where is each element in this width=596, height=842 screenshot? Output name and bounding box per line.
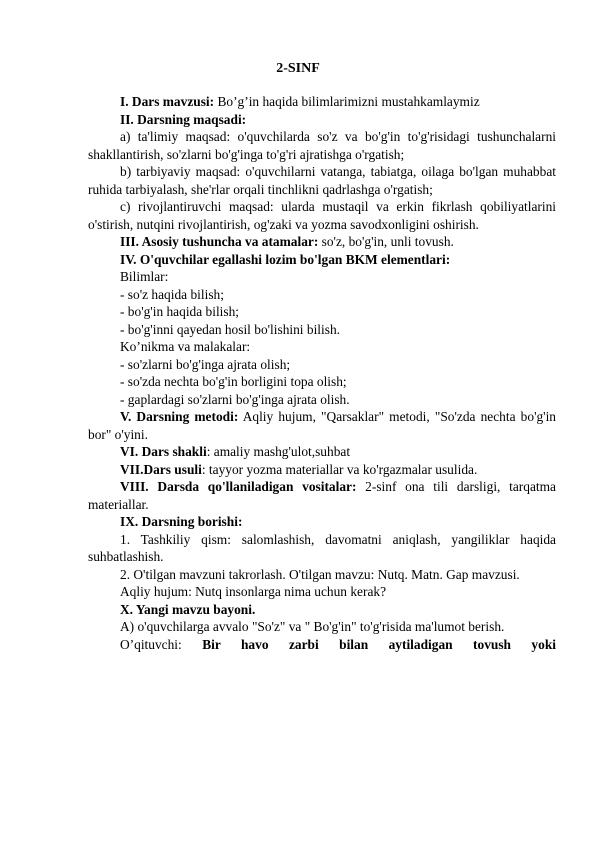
list-heading-skills: Ko’nikma va malakalar: — [120, 339, 251, 354]
paragraph-new-topic-heading — [88, 601, 556, 619]
list-item: - bo'g'in haqida bilish; — [120, 304, 240, 319]
tools-text: 2-sinf ona tili darsligi, tarqatma materiallar. — [88, 479, 556, 512]
form-text: : amaliy mashg'ulot,suhbat — [206, 444, 351, 459]
paragraph-form — [88, 443, 556, 461]
list-item: - so'z haqida bilish; — [120, 286, 224, 302]
paragraph-bkm-heading — [88, 251, 556, 269]
paragraph-brainstorm: Aqliy hujum: Nutq insonlarga nima uchun kerak? — [120, 584, 387, 599]
approach-text: : tayyor yozma materiallar va ko'rgazmalar usulida. — [201, 461, 478, 477]
paragraph-goal-a: a) ta'limiy maqsad: o'quvchilarda so'z va bo'g'in to'g'risidagi tushunchalarni shakllantirish, so'zlarni bo'g'inga to'g'ri ajratishga o'rgatish; — [88, 129, 556, 162]
topic-text: Bo’g’in haqida bilimlarimizni mustahkamlaymiz — [214, 94, 480, 109]
paragraph-concepts — [88, 233, 556, 251]
goals-label: II. Darsning maqsadi: — [120, 111, 247, 127]
list-heading-knowledge: Bilimlar: — [120, 269, 169, 284]
concepts-text: so'z, bo'g'in, unli tovush. — [318, 234, 454, 249]
paragraph-step-a: A) o'quvchilarga avvalo "So'z" va " Bo'g'in" to'g'risida ma'lumot berish. — [120, 619, 505, 634]
procedure-label: IX. Darsning borishi: — [120, 514, 243, 529]
method-text: Aqliy hujum, "Qarsaklar" metodi, "So'zda nechta bo'g'in bor" o'yini. — [88, 409, 557, 442]
teacher-prefix: O’qituvchi: — [120, 636, 203, 652]
document-body — [88, 93, 556, 653]
approach-label: VII.Dars usuli — [120, 461, 202, 477]
new-topic-label: X. Yangi mavzu bayoni. — [120, 601, 256, 617]
concepts-label: III. Asosiy tushuncha va atamalar: — [120, 234, 319, 249]
paragraph-goal-b: b) tarbiyaviy maqsad: o'quvchilarni vatanga, tabiatga, oilaga bo'lgan muhabbat ruhida tarbiyalash, she'rlar orqali tinchlikni qadrlashga o'rgatish; — [88, 164, 556, 197]
list-item: - bo'g'inni qayedan hosil bo'lishini bilish. — [120, 321, 340, 337]
form-label: VI. Dars shakli — [120, 444, 207, 459]
bkm-label: IV. O'quvchilar egallashi lozim bo'lgan BKM elementlari: — [120, 251, 451, 267]
topic-label: I. Dars mavzusi: — [120, 94, 215, 109]
tools-label: VIII. Darsda qo'llaniladigan vositalar: — [120, 479, 357, 494]
paragraph-step-2: 2. O'tilgan mavzuni takrorlash. O'tilgan mavzu: Nutq. Matn. Gap mavzusi. — [120, 566, 520, 582]
list-item: - so'zda nechta bo'g'in borligini topa olish; — [120, 374, 347, 389]
paragraph-teacher — [88, 636, 556, 654]
paragraph-approach — [88, 461, 556, 479]
paragraph-tools — [88, 478, 556, 513]
paragraph-procedure-heading — [88, 513, 556, 531]
page-title: 2-SINF — [276, 61, 320, 76]
teacher-bold-text: Bir havo zarbi bilan aytiladigan tovush yoki — [202, 636, 556, 652]
list-item: - so'zlarni bo'g'inga ajrata olish; — [120, 356, 291, 372]
paragraph-step-1: 1. Tashkiliy qism: salomlashish, davomatni aniqlash, yangiliklar haqida suhbatlashish. — [88, 531, 556, 564]
paragraph-method — [88, 408, 556, 443]
list-item: - gaplardagi so'zlarni bo'g'inga ajrata olish. — [120, 391, 350, 407]
paragraph-topic — [88, 93, 556, 111]
method-label: V. Darsning metodi: — [120, 409, 239, 424]
paragraph-goals-heading — [88, 111, 556, 129]
paragraph-goal-c: c) rivojlantiruvchi maqsad: ularda mustaqil va erkin fikrlash qobiliyatlarini o'stirish, nutqini rivojlantirish, og'zaki va yozma savodxonligini oshirish. — [88, 199, 556, 232]
